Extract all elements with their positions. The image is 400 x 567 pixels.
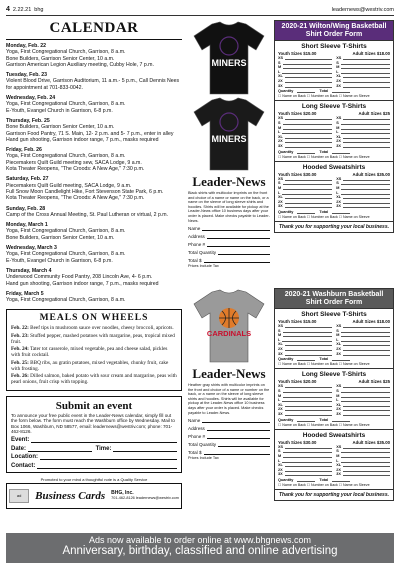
adult-price: Adult Sizes $35.00: [352, 439, 390, 445]
size-quantity-field[interactable]: 3X: [336, 204, 390, 209]
calendar-event: Violent Blood Drive, Garrison Auditorium, 11 a.m.- 5 p.m., Call Dennis Nees for appointment at 701-833-0042.: [6, 78, 180, 91]
calendar-date: Wednesday, Feb. 24: [6, 95, 56, 102]
washburn-order-field[interactable]: Name: [188, 418, 270, 423]
calendar-day: [6, 43, 182, 68]
youth-price: Youth Sizes $30.00: [278, 439, 317, 445]
ad-logo-icon: ad: [9, 489, 29, 503]
quantity-total-row: Quantity Total: [278, 150, 390, 154]
size-quantity-field[interactable]: M: [336, 333, 390, 338]
svg-text:MINERS: MINERS: [211, 134, 247, 144]
size-quantity-field[interactable]: 3X: [278, 204, 332, 209]
size-quantity-field[interactable]: XL: [278, 463, 332, 468]
leader-news-logo: Leader-News: [192, 174, 266, 189]
meal-date: Feb. 25:: [11, 359, 29, 366]
washburn-order-field[interactable]: Total Quantity: [188, 442, 270, 447]
options-checklist[interactable]: ☐ Name on Back ☐ Number on Back ☐ Name on Sleeve: [278, 422, 370, 427]
washburn-form-title: 2020-21 Washburn Basketball Shirt Order Form: [275, 289, 393, 308]
paper-name: bhg: [34, 6, 44, 13]
washburn-thanks: Thank you for supporting your local business.: [275, 489, 393, 500]
options-checklist[interactable]: ☐ Name on Back ☐ Number on Back ☐ Name on Sleeve: [278, 214, 370, 219]
size-quantity-field[interactable]: L: [278, 130, 332, 135]
calendar-day: [6, 118, 182, 143]
page-header: [6, 4, 394, 16]
calendar-event: Bone Builders, Garrison Senior Center, 10 a.m.: [6, 234, 115, 241]
size-quantity-field[interactable]: XL: [278, 74, 332, 79]
size-quantity-field[interactable]: 3X: [278, 84, 332, 89]
size-quantity-field[interactable]: S: [278, 61, 332, 66]
calendar-day: [6, 268, 182, 287]
calendar-day: [6, 176, 182, 201]
size-quantity-field[interactable]: S: [336, 181, 390, 186]
calendar-day: [6, 222, 182, 241]
wilton-shirt-section: [275, 40, 393, 100]
wilton-shirt-purple-image: [190, 96, 268, 172]
size-quantity-field[interactable]: XS: [278, 177, 332, 182]
options-checklist[interactable]: ☐ Name on Back ☐ Number on Back ☐ Name on Sleeve: [278, 154, 370, 159]
calendar-date: Wednesday, March 3: [6, 245, 57, 252]
size-quantity-field[interactable]: XL: [336, 74, 390, 79]
size-quantity-field[interactable]: 2X: [336, 407, 390, 412]
calendar-event: Garrison American Legion Auxiliary meeting, Cubby Hole, 7 p.m.: [6, 61, 154, 68]
size-quantity-field[interactable]: 3X: [336, 144, 390, 149]
washburn-order-field[interactable]: Total $: [188, 450, 270, 455]
size-quantity-field[interactable]: S: [336, 449, 390, 454]
washburn-shirt-section: [275, 429, 393, 489]
washburn-note: Prices Include Tax: [188, 456, 219, 461]
quantity-total-row: Quantity Total: [278, 418, 390, 422]
adult-price: Adult Sizes $25: [358, 379, 390, 385]
location-field[interactable]: Location:: [11, 454, 177, 460]
business-cards-ad[interactable]: [6, 483, 182, 509]
calendar-date: Saturday, Feb. 27: [6, 176, 49, 183]
options-checklist[interactable]: ☐ Name on Back ☐ Number on Back ☐ Name on Sleeve: [278, 482, 370, 487]
banner-line-2: Anniversary, birthday, classified and online advertising: [62, 545, 338, 557]
meal-item: [11, 325, 177, 331]
size-quantity-field[interactable]: XS: [336, 56, 390, 61]
washburn-shirt-front-image: [190, 288, 268, 364]
section-title: Hooded Sweatshirts: [302, 431, 366, 439]
size-quantity-field[interactable]: L: [278, 191, 332, 196]
meal-item: [11, 373, 177, 385]
calendar-date: Sunday, Feb. 28: [6, 205, 46, 212]
size-quantity-field[interactable]: XS: [278, 445, 332, 450]
section-title: Short Sleeve T-Shirts: [301, 311, 367, 318]
size-quantity-field[interactable]: L: [278, 338, 332, 343]
wilton-order-field[interactable]: Address: [188, 234, 270, 239]
size-quantity-field[interactable]: XL: [278, 135, 332, 140]
size-quantity-field[interactable]: S: [336, 329, 390, 334]
meal-text: Tater tot casserole, mixed vegetable, pea and cheese salad, pickles with fruit cocktail.: [11, 346, 168, 359]
size-quantity-field[interactable]: 3X: [336, 352, 390, 357]
calendar-day: [6, 206, 182, 219]
size-quantity-field[interactable]: L: [336, 130, 390, 135]
calendar-event: Yoga, First Congregational Church, Garrison, 8 a.m.: [6, 101, 126, 108]
youth-price: Youth Sizes $15.00: [278, 319, 317, 324]
size-quantity-field[interactable]: M: [336, 186, 390, 191]
youth-price: Youth Sizes $15.00: [278, 51, 317, 56]
left-column: [6, 20, 182, 509]
wilton-thanks: Thank you for supporting your local business.: [275, 221, 393, 232]
size-quantity-field[interactable]: 2X: [278, 200, 332, 205]
youth-price: Youth Sizes $20.00: [278, 111, 317, 117]
meal-text: Dilled salmon, baked potato with sour cream and margarine, peas with pearl onions, fruit crisp with topping.: [11, 373, 177, 386]
size-quantity-field[interactable]: XL: [278, 403, 332, 408]
calendar-event: Yoga, First Congregational Church, Garrison, 8 a.m.: [6, 251, 126, 258]
calendar-title: CALENDAR: [6, 20, 182, 40]
size-quantity-field[interactable]: S: [336, 61, 390, 66]
calendar-event: Yoga, First Congregational Church, Garrison, 8 a.m.: [6, 49, 126, 56]
calendar-date: Friday, Feb. 26: [6, 147, 42, 154]
contact-field[interactable]: Contact:: [11, 463, 177, 469]
calendar-day: [6, 291, 182, 304]
svg-text:MINERS: MINERS: [211, 58, 247, 68]
calendar-event: Kota Theater Reopens, "The Croods: A New Age," 7:30 p.m.: [6, 166, 145, 173]
size-quantity-field[interactable]: XS: [336, 384, 390, 389]
bottom-banner-ad[interactable]: [6, 533, 394, 563]
calendar-day: [6, 245, 182, 264]
wilton-order-field[interactable]: Phone #: [188, 242, 270, 247]
quantity-total-row: Quantity Total: [278, 478, 390, 482]
size-quantity-field[interactable]: S: [278, 389, 332, 394]
calendar-date: Monday, March 1: [6, 222, 48, 229]
size-quantity-field[interactable]: M: [336, 454, 390, 459]
meal-item: [11, 360, 177, 372]
size-quantity-field[interactable]: XS: [336, 445, 390, 450]
size-quantity-field[interactable]: 2X: [278, 407, 332, 412]
calendar-event: Hand gun shooting, Garrison indoor range, 7 p.m., masks required: [6, 280, 159, 287]
youth-price: Youth Sizes $30.00: [278, 171, 317, 177]
size-quantity-field[interactable]: L: [278, 459, 332, 464]
washburn-order-field[interactable]: Address: [188, 426, 270, 431]
size-quantity-field[interactable]: 3X: [278, 144, 332, 149]
wilton-form-title: 2020-21 Wilton/Wing Basketball Shirt Order Form: [275, 21, 393, 40]
meal-text: BBQ ribs, au gratin potatoes, mixed vegetables, chunky fruit, cake with frosting.: [11, 359, 169, 372]
size-quantity-field[interactable]: M: [278, 394, 332, 399]
options-checklist[interactable]: ☐ Name on Back ☐ Number on Back ☐ Name on Sleeve: [278, 362, 370, 367]
size-quantity-field[interactable]: M: [278, 333, 332, 338]
wilton-shirt-section: [275, 100, 393, 160]
calendar-list: [6, 43, 182, 303]
size-quantity-field[interactable]: 3X: [278, 412, 332, 417]
submit-title: Submit an event: [55, 399, 133, 412]
washburn-shirt-column: [188, 288, 270, 461]
section-title: Short Sleeve T-Shirts: [301, 43, 367, 50]
size-quantity-field[interactable]: S: [278, 329, 332, 334]
size-quantity-field[interactable]: M: [278, 186, 332, 191]
size-quantity-field[interactable]: S: [336, 121, 390, 126]
banner-line-1: Ads now available to order online at www.bhgnews.com: [88, 535, 312, 545]
submit-event-box: [6, 396, 182, 473]
meal-date: Feb. 22:: [11, 325, 29, 332]
size-quantity-field[interactable]: M: [278, 126, 332, 131]
calendar-event: Camp of the Cross Annual Meeting, St. Paul Lutheran or virtual, 2 p.m.: [6, 211, 169, 218]
wilton-order-field[interactable]: Name: [188, 226, 270, 231]
size-quantity-field[interactable]: 2X: [278, 347, 332, 352]
section-title: Long Sleeve T-Shirts: [301, 103, 367, 111]
size-quantity-field[interactable]: XL: [278, 342, 332, 347]
size-quantity-field[interactable]: XS: [278, 116, 332, 121]
svg-text:CARDINALS: CARDINALS: [206, 329, 252, 338]
size-quantity-field[interactable]: XL: [336, 463, 390, 468]
site-email[interactable]: leadernews@westriv.com: [331, 6, 394, 13]
meal-date: Feb. 23:: [11, 332, 29, 339]
size-quantity-field[interactable]: 3X: [336, 84, 390, 89]
size-quantity-field[interactable]: S: [336, 389, 390, 394]
calendar-event: Full Snow Moon Candlelight Hike, Fort Stevenson State Park, 6 p.m.: [6, 188, 164, 195]
size-quantity-field[interactable]: XS: [278, 56, 332, 61]
ad-brand: BHG, Inc.: [111, 490, 134, 497]
meals-list: [11, 325, 177, 385]
calendar-event: Bone Builders, Garrison Senior Center, 10 a.m.: [6, 55, 115, 62]
meal-date: Feb. 24:: [11, 346, 29, 353]
calendar-event: Piecemakers Quilt Guild meeting sew, SACA Lodge, 9 a.m.: [6, 159, 142, 166]
size-quantity-field[interactable]: 3X: [278, 352, 332, 357]
washburn-shirt-section: [275, 308, 393, 368]
size-quantity-field[interactable]: M: [278, 65, 332, 70]
size-quantity-field[interactable]: L: [336, 338, 390, 343]
washburn-order-form: [274, 288, 394, 501]
wilton-ad-text: Black shirts with multicolor imprints on the front and choice of a name or name on the back, or a name on the sleeve of long sleeve shirts and hoodies. Shirts will be available for pickup at the Leader-News office 10 business days after your order is placed. Make checks payable to Leader-News.: [188, 191, 270, 223]
quantity-total-row: Quantity Total: [278, 357, 390, 361]
size-quantity-field[interactable]: 2X: [278, 79, 332, 84]
size-quantity-field[interactable]: 2X: [336, 347, 390, 352]
event-field[interactable]: Event:: [11, 437, 177, 443]
meal-text: Stuffed pepper, mashed potatoes with margarine, peas, tropical mixed fruit.: [11, 332, 175, 345]
size-quantity-field[interactable]: XL: [336, 195, 390, 200]
adult-price: Adult Sizes $18.00: [352, 51, 390, 56]
calendar-date: Friday, March 5: [6, 290, 44, 297]
size-quantity-field[interactable]: M: [336, 394, 390, 399]
size-quantity-field[interactable]: L: [336, 191, 390, 196]
options-checklist[interactable]: ☐ Name on Back ☐ Number on Back ☐ Name on Sleeve: [278, 94, 370, 99]
size-quantity-field[interactable]: L: [278, 70, 332, 75]
size-quantity-field[interactable]: XL: [278, 195, 332, 200]
calendar-event: E-Youth, Evangel Church in Garrison, 6-8 p.m.: [6, 107, 113, 114]
calendar-date: Tuesday, Feb. 23: [6, 72, 48, 79]
size-quantity-field[interactable]: XS: [278, 324, 332, 329]
calendar-day: [6, 72, 182, 91]
size-quantity-field[interactable]: XL: [336, 403, 390, 408]
quantity-total-row: Quantity Total: [278, 89, 390, 93]
meal-item: [11, 346, 177, 358]
calendar-date: Thursday, March 4: [6, 267, 52, 274]
calendar-date: Monday, Feb. 22: [6, 43, 46, 49]
calendar-event: Kota Theater Reopens, "The Croods: A New Age," 7:30 p.m.: [6, 195, 145, 202]
wilton-shirt-section: [275, 161, 393, 221]
calendar-event: Garrison Food Pantry, 71 S. Main, 12- 2 p.m. and 5- 7 p.m., enter in alley: [6, 130, 174, 137]
calendar-event: Hand gun shooting, Garrison indoor range, 7 p.m., masks required: [6, 136, 159, 143]
washburn-order-ad: [188, 288, 394, 550]
washburn-order-field[interactable]: Phone #: [188, 434, 270, 439]
date-time-field[interactable]: Date: Time:: [11, 446, 177, 452]
calendar-event: Bone Builders, Garrison Senior Center, 10 a.m.: [6, 124, 115, 131]
meal-date: Feb. 26:: [11, 373, 29, 380]
size-quantity-field[interactable]: L: [336, 70, 390, 75]
section-title: Long Sleeve T-Shirts: [301, 371, 367, 379]
adult-price: Adult Sizes $18.00: [352, 319, 390, 324]
wilton-shirt-front-image: [190, 20, 268, 96]
size-quantity-field[interactable]: 2X: [336, 200, 390, 205]
size-quantity-field[interactable]: L: [336, 459, 390, 464]
wilton-note: Prices Include Tax: [188, 264, 219, 269]
meal-text: Beef tips in mushroom sauce over noodles, cheesy broccoli, apricots.: [30, 325, 174, 332]
size-quantity-field[interactable]: XS: [336, 177, 390, 182]
calendar-event: Yoga, First Congregational Church, Garrison, 8 a.m.: [6, 297, 126, 304]
calendar-day: [6, 95, 182, 114]
leader-news-logo: Leader-News: [192, 366, 266, 381]
calendar-event: Piecemakers Quilt Guild meeting, SACA Lodge, 9 a.m.: [6, 182, 132, 189]
size-quantity-field[interactable]: L: [278, 398, 332, 403]
page-date: 2.22.21: [12, 6, 32, 13]
size-quantity-field[interactable]: 3X: [336, 472, 390, 477]
calendar-event: Underwood Community Food Pantry, 208 Lincoln Ave, 4- 6 p.m.: [6, 274, 153, 281]
size-quantity-field[interactable]: XL: [336, 135, 390, 140]
adult-price: Adult Sizes $25: [358, 111, 390, 117]
wilton-order-form: [274, 20, 394, 233]
size-quantity-field[interactable]: M: [336, 126, 390, 131]
size-quantity-field[interactable]: S: [278, 181, 332, 186]
size-quantity-field[interactable]: S: [278, 121, 332, 126]
size-quantity-field[interactable]: M: [278, 454, 332, 459]
card-ad-strip: Promoted to your mind a thoughtful note is a Quality Service: [40, 476, 148, 482]
meals-title: MEALS ON WHEELS: [39, 313, 149, 324]
adult-price: Adult Sizes $35.00: [352, 171, 390, 177]
washburn-shirt-section: [275, 368, 393, 428]
size-quantity-field[interactable]: 2X: [336, 468, 390, 473]
size-quantity-field[interactable]: 3X: [278, 472, 332, 477]
size-quantity-field[interactable]: 2X: [336, 79, 390, 84]
size-quantity-field[interactable]: 3X: [336, 412, 390, 417]
wilton-order-ad: [188, 20, 394, 282]
wilton-order-field[interactable]: Total $: [188, 258, 270, 263]
meal-item: [11, 333, 177, 345]
calendar-event: Yoga, First Congregational Church, Garrison, 8 a.m.: [6, 228, 126, 235]
size-quantity-field[interactable]: 2X: [278, 139, 332, 144]
size-quantity-field[interactable]: XL: [336, 342, 390, 347]
size-quantity-field[interactable]: XS: [336, 116, 390, 121]
size-quantity-field[interactable]: 2X: [336, 139, 390, 144]
youth-price: Youth Sizes $20.00: [278, 379, 317, 385]
submit-intro: To announce your free public event in the Leader-News calendar, simply fill out the form below. The form must reach the Washburn office by Wednesday. Mail to Box 1066, Washburn, ND 58577, email: leadernews@westriv.com; phone: 701-462-8126.: [11, 412, 175, 435]
size-quantity-field[interactable]: L: [336, 398, 390, 403]
right-column: [188, 20, 394, 550]
ad-info: 701-462-8126 leadernews@westriv.com: [111, 496, 179, 501]
ad-business-cards: Business Cards: [35, 489, 106, 502]
quantity-total-row: Quantity Total: [278, 210, 390, 214]
size-quantity-field[interactable]: M: [336, 65, 390, 70]
washburn-ad-text: Heather gray shirts with multicolor imprints on the front and choice of a name or number on the back, or a name on the sleeve of long sleeve shirts and hoodies. Shirts will be available for pickup at the Leader-News office 10 business days after your order is placed. Make checks payable to Leader-News.: [188, 383, 270, 415]
size-quantity-field[interactable]: 2X: [278, 468, 332, 473]
calendar-day: [6, 147, 182, 172]
wilton-order-field[interactable]: Total Quantity: [188, 250, 270, 255]
size-quantity-field[interactable]: S: [278, 449, 332, 454]
size-quantity-field[interactable]: XS: [336, 324, 390, 329]
meals-on-wheels-box: [6, 309, 182, 391]
wilton-shirt-column: [188, 20, 270, 269]
size-quantity-field[interactable]: XS: [278, 384, 332, 389]
calendar-date: Thursday, Feb. 25: [6, 117, 50, 124]
section-title: Hooded Sweatshirts: [302, 163, 366, 171]
calendar-event: E-Youth, Evangel Church in Garrison, 6-8 p.m.: [6, 257, 113, 264]
page-number: 4: [6, 6, 10, 13]
calendar-event: Yoga, First Congregational Church, Garrison, 8 a.m.: [6, 153, 126, 160]
